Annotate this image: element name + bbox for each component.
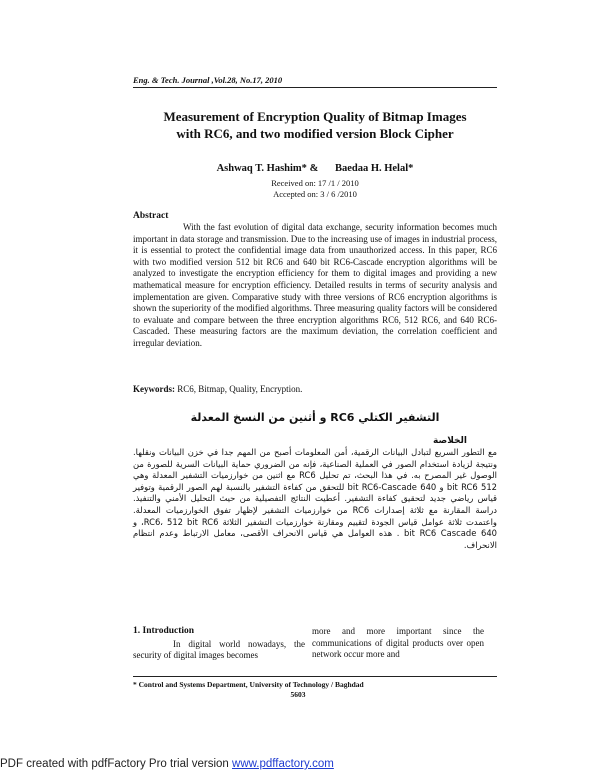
arabic-abstract-text: مع التطور السريع لتبادل البيانات الرقمية، أمن المعلومات أصبح من المهم جدا في خزن البيانات ونقلها. ونتيجة لزيادة استخدام الصور في العملية الصناعية، فإنه من الضروري حماية البيانات السرية للصورة من الوصول غير المصرح به. في هذا البحث، تم تحليل RC6 مع اثنين من خوارزميات التشفير المعدلة وهي 512 bit RC6 و 640 bit RC6-Cascade للتحقق من كفاءة التشفير بالنسبة لهم الصور الرقمية وتوفير قياس رياضي جديد لتحقيق كفاءة التشفير. أعطيت النتائج التفصيلية من حيث التحليل الأمني والتنفيذ. دراسة المقارنة مع ثلاثة إصدارات RC6 من خوارزميات التشفير لإظهار تفوق الخوارزميات المعدلة. واعتمدت ثلاثة عوامل قياس الجودة لتقييم ومقارنة خوارزميات التشفير الثلاثة RC6، 512 bit RC6، و 640 bit RC6 Cascade . هذه العوامل هي قياس الانحراف الأقصى، معامل الارتباط وعدم انتظام الانحراف. [133,447,497,550]
footnote-rule [133,676,497,677]
abstract-heading: Abstract [133,211,169,221]
pdf-watermark [0,758,334,770]
intro-column-left [133,626,305,662]
keywords-value: RC6, Bitmap, Quality, Encryption. [177,384,303,394]
intro-column-right [312,626,484,661]
author-list [133,163,497,174]
affiliation-footnote: * Control and Systems Department, University of Technology / Baghdad [133,680,364,689]
author-1: Ashwaq T. Hashim* [216,163,307,174]
keywords [133,384,497,394]
arabic-abstract-heading: الخلاصة [433,436,467,446]
received-date: Received on: 17 /1 / 2010 [271,178,359,188]
title-line-2: with RC6, and two modified version Block Cipher [176,126,454,141]
introduction-heading: 1. Introduction [133,626,195,636]
keywords-label: Keywords: [133,384,175,394]
journal-header: Eng. & Tech. Journal ,Vol.28, No.17, 2010 [133,75,283,85]
arabic-title: التشفير الكتلي RC6 و أثنين من النسخ المعدلة [190,411,440,424]
header-rule [133,87,497,88]
page-number: 5603 [290,690,306,699]
abstract-text: With the fast evolution of digital data exchange, security information becomes much important in data storage and transmission. Due to the increasing use of images in industrial process, it is essential to protect the confidential image data from unauthorized access. In this paper, RC6 with two modified version 512 bit RC6 and 640 bit RC6-Cascade encryption algorithms will be analyzed to investigate the encryption efficiency for them to digital images and providing a new mathematical measure for encryption efficiency. Detailed results in terms of security analysis and implementation are given. Comparative study with three versions of RC6 encryption algorithms is shown the superiority of the modified algorithms. Three measuring quality factors will be considered to evaluate and compare between the three encryption algorithms RC6, 512 RC6, and 640 RC6-Cascaded. These measuring factors are the maximum deviation, the correlation coefficient and irregular deviation. [133,222,497,348]
intro-text-left: In digital world nowadays, the security of digital images becomes [133,638,305,660]
paper-title [133,108,497,142]
title-line-1: Measurement of Encryption Quality of Bitmap Images [163,109,467,124]
submission-dates [133,178,497,200]
intro-text-right: more and more important since the communications of digital products over open network occur more and [312,626,484,659]
author-2: Baedaa H. Helal* [334,163,414,174]
accepted-date: Accepted on: 3 / 6 /2010 [273,189,357,199]
author-separator: & [309,163,319,174]
pdf-footer-text: PDF created with pdfFactory Pro trial version [0,758,229,770]
pdffactory-link[interactable]: www.pdffactory.com [232,758,334,770]
